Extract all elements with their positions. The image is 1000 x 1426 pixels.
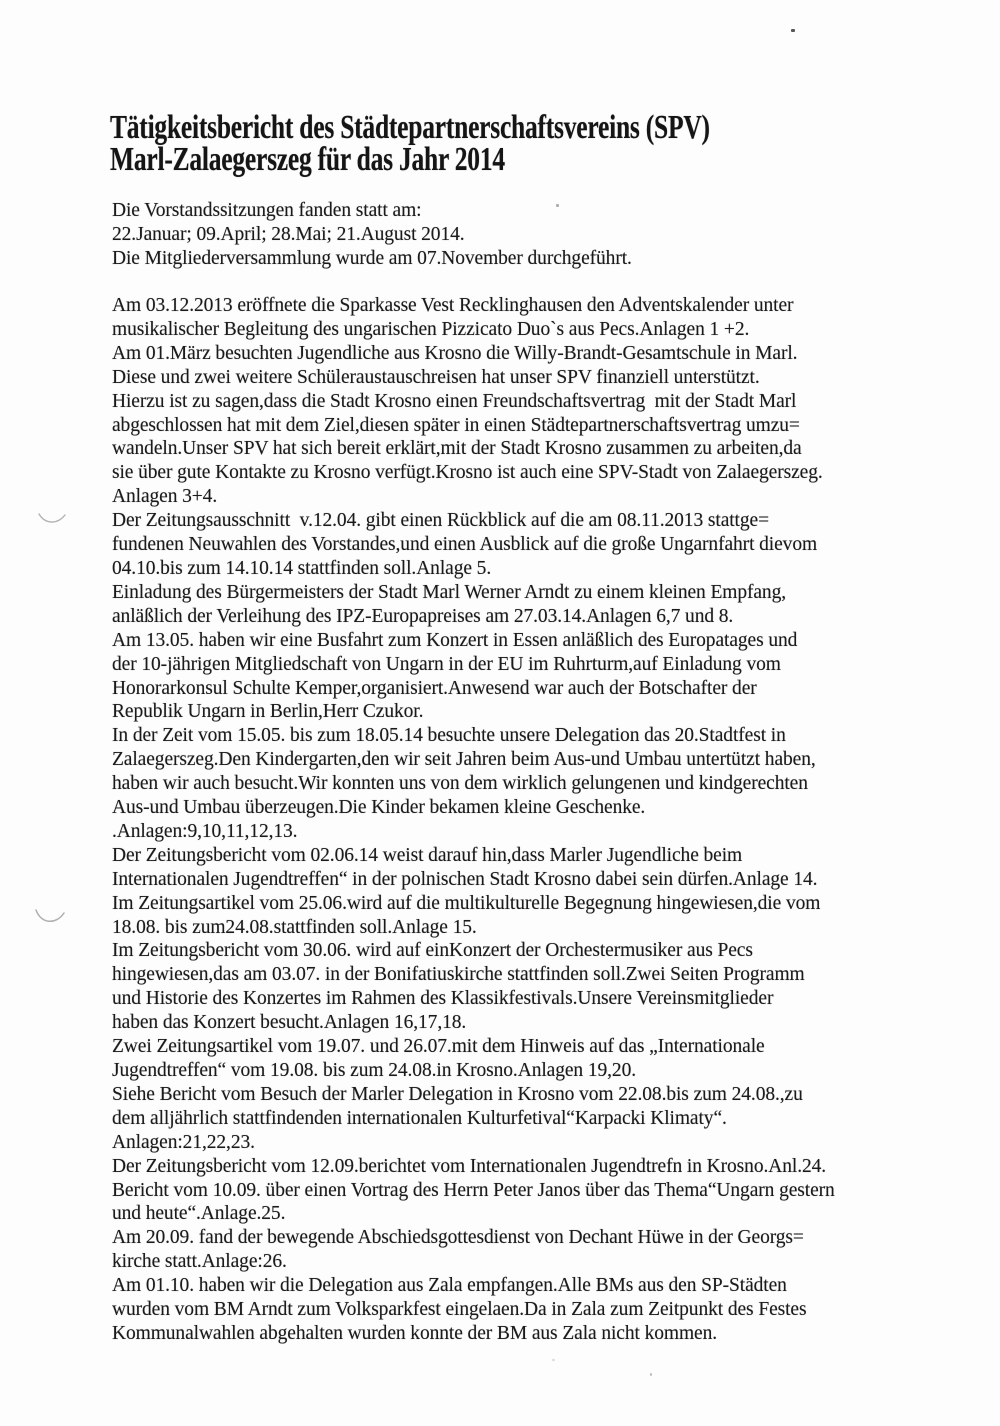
text-line: Im Zeitungsbericht vom 30.06. wird auf einKonzert der Orchestermusiker aus Pecs xyxy=(112,940,753,962)
text-line: Im Zeitungsartikel vom 25.06.wird auf die multikulturelle Begegnung hingewiesen,die vom xyxy=(112,892,821,914)
text-line: In der Zeit vom 15.05. bis zum 18.05.14 besuchte unsere Delegation das 20.Stadtfest in xyxy=(112,725,786,747)
activities-report-paragraph xyxy=(112,294,942,1346)
scan-speck xyxy=(552,1359,555,1361)
text-line: haben wir auch besucht.Wir konnten uns von dem wirklich gelungenen und kindgerechten xyxy=(112,773,808,795)
pen-check-mark-icon xyxy=(33,901,67,933)
text-line: wandeln.Unser SPV hat sich bereit erklärt,mit der Stadt Krosno zusammen zu arbeiten,da xyxy=(112,438,802,460)
text-line: Internationalen Jugendtreffen“ in der polnischen Stadt Krosno dabei sein dürfen.Anlage 14. xyxy=(112,868,818,890)
text-line: Anlagen:21,22,23. xyxy=(112,1131,255,1153)
text-line: Jugendtreffen“ vom 19.08. bis zum 24.08.in Krosno.Anlagen 19,20. xyxy=(112,1060,636,1081)
text-line: Bericht vom 10.09. über einen Vortrag des Herrn Peter Janos über das Thema“Ungarn gestern xyxy=(112,1179,835,1201)
text-line: sie über gute Kontakte zu Krosno verfügt.Krosno ist auch eine SPV-Stadt von Zalaegerszeg. xyxy=(112,462,823,484)
text-line: Die Vorstandssitzungen fanden statt am: xyxy=(112,200,422,221)
text-line: Am 01.März besuchten Jugendliche aus Krosno die Willy-Brandt-Gesamtschule in Marl. xyxy=(112,342,798,364)
title-line-2: Marl-Zalaegerszeg für das Jahr 2014 xyxy=(110,141,505,178)
text-line: 22.Januar; 09.April; 28.Mai; 21.August 2014. xyxy=(112,223,465,245)
text-line: abgeschlossen hat mit dem Ziel,diesen später in einen Städtepartnerschaftsvertrag umzu= xyxy=(112,414,800,436)
text-line: und Historie des Konzertes im Rahmen des Klassikfestivals.Unsere Vereinsmitglieder xyxy=(112,988,774,1010)
text-line: Zwei Zeitungsartikel vom 19.07. und 26.07.mit dem Hinweis auf das „Internationale xyxy=(112,1036,765,1058)
text-line: fundenen Neuwahlen des Vorstandes,und einen Ausblick auf die große Ungarnfahrt dievom xyxy=(112,534,818,556)
title-line-1: Tätigkeitsbericht des Städtepartnerschaftsvereins (SPV) xyxy=(110,109,710,146)
scan-speck xyxy=(791,29,795,32)
pen-check-mark-icon xyxy=(36,506,68,534)
text-line: Am 01.10. haben wir die Delegation aus Zala empfangen.Alle BMs aus den SP-Städten xyxy=(112,1275,787,1297)
text-line: .Anlagen:9,10,11,12,13. xyxy=(112,820,298,842)
text-line: hingewiesen,das am 03.07. in der Bonifatiuskirche stattfinden soll.Zwei Seiten Programm xyxy=(112,964,805,986)
text-line: Kommunalwahlen abgehalten wurden konnte der BM aus Zala nicht kommen. xyxy=(112,1322,718,1344)
text-line: dem alljährlich stattfindenden internationalen Kulturfetival“Karpacki Klimaty“. xyxy=(112,1107,727,1129)
text-line: 18.08. bis zum24.08.stattfinden soll.Anlage 15. xyxy=(112,916,477,938)
text-line: Aus-und Umbau überzeugen.Die Kinder bekamen kleine Geschenke. xyxy=(112,797,646,819)
text-line: Diese und zwei weitere Schüleraustauschreisen hat unser SPV finanziell unterstützt. xyxy=(112,366,760,388)
text-line: Honorarkonsul Schulte Kemper,organisiert.Anwesend war auch der Botschafter der xyxy=(112,677,757,699)
text-line: Hierzu ist zu sagen,dass die Stadt Krosno einen Freundschaftsvertrag mit der Stadt Marl xyxy=(112,390,797,412)
text-line: wurden vom BM Arndt zum Volksparkfest eingelaen.Da in Zala zum Zeitpunkt des Festes xyxy=(112,1299,807,1321)
text-line: Die Mitgliederversammlung wurde am 07.November durchgeführt. xyxy=(112,247,632,269)
text-line: und heute“.Anlage.25. xyxy=(112,1203,286,1225)
scan-speck xyxy=(650,1373,652,1376)
text-line: Am 20.09. fand der bewegende Abschiedsgottesdienst von Dechant Hüwe in der Georgs= xyxy=(112,1227,804,1249)
board-meetings-paragraph xyxy=(112,199,942,271)
text-line: haben das Konzert besucht.Anlagen 16,17,18. xyxy=(112,1012,467,1034)
text-line: Republik Ungarn in Berlin,Herr Czukor. xyxy=(112,701,424,723)
text-line: Einladung des Bürgermeisters der Stadt Marl Werner Arndt zu einem kleinen Empfang, xyxy=(112,581,786,603)
text-line: Der Zeitungsausschnitt v.12.04. gibt einen Rückblick auf die am 08.11.2013 stattge= xyxy=(112,510,769,532)
text-line: Anlagen 3+4. xyxy=(112,486,218,508)
text-line: Am 13.05. haben wir eine Busfahrt zum Konzert in Essen anläßlich des Europatages und xyxy=(112,629,798,651)
text-line: 04.10.bis zum 14.10.14 stattfinden soll.Anlage 5. xyxy=(112,557,492,579)
text-line: anläßlich der Verleihung des IPZ-Europapreises am 27.03.14.Anlagen 6,7 und 8. xyxy=(112,605,734,627)
text-line: Siehe Bericht vom Besuch der Marler Delegation in Krosno vom 22.08.bis zum 24.08.,zu xyxy=(112,1083,803,1105)
document-title xyxy=(110,109,710,178)
text-line: Der Zeitungsbericht vom 12.09.berichtet vom Internationalen Jugendtrefn in Krosno.Anl.24. xyxy=(112,1155,827,1177)
text-line: Zalaegerszeg.Den Kindergarten,den wir seit Jahren beim Aus-und Umbau untertützt haben, xyxy=(112,749,816,771)
scan-speck xyxy=(556,204,559,207)
text-line: musikalischer Begleitung des ungarischen Pizzicato Duo`s aus Pecs.Anlagen 1 +2. xyxy=(112,318,750,340)
text-line: Der Zeitungsbericht vom 02.06.14 weist darauf hin,dass Marler Jugendliche beim xyxy=(112,844,743,866)
text-line: der 10-jährigen Mitgliedschaft von Ungarn in der EU im Ruhrturm,auf Einladung vom xyxy=(112,653,781,675)
text-line: Am 03.12.2013 eröffnete die Sparkasse Vest Recklinghausen den Adventskalender unter xyxy=(112,295,794,316)
text-line: kirche statt.Anlage:26. xyxy=(112,1251,287,1273)
